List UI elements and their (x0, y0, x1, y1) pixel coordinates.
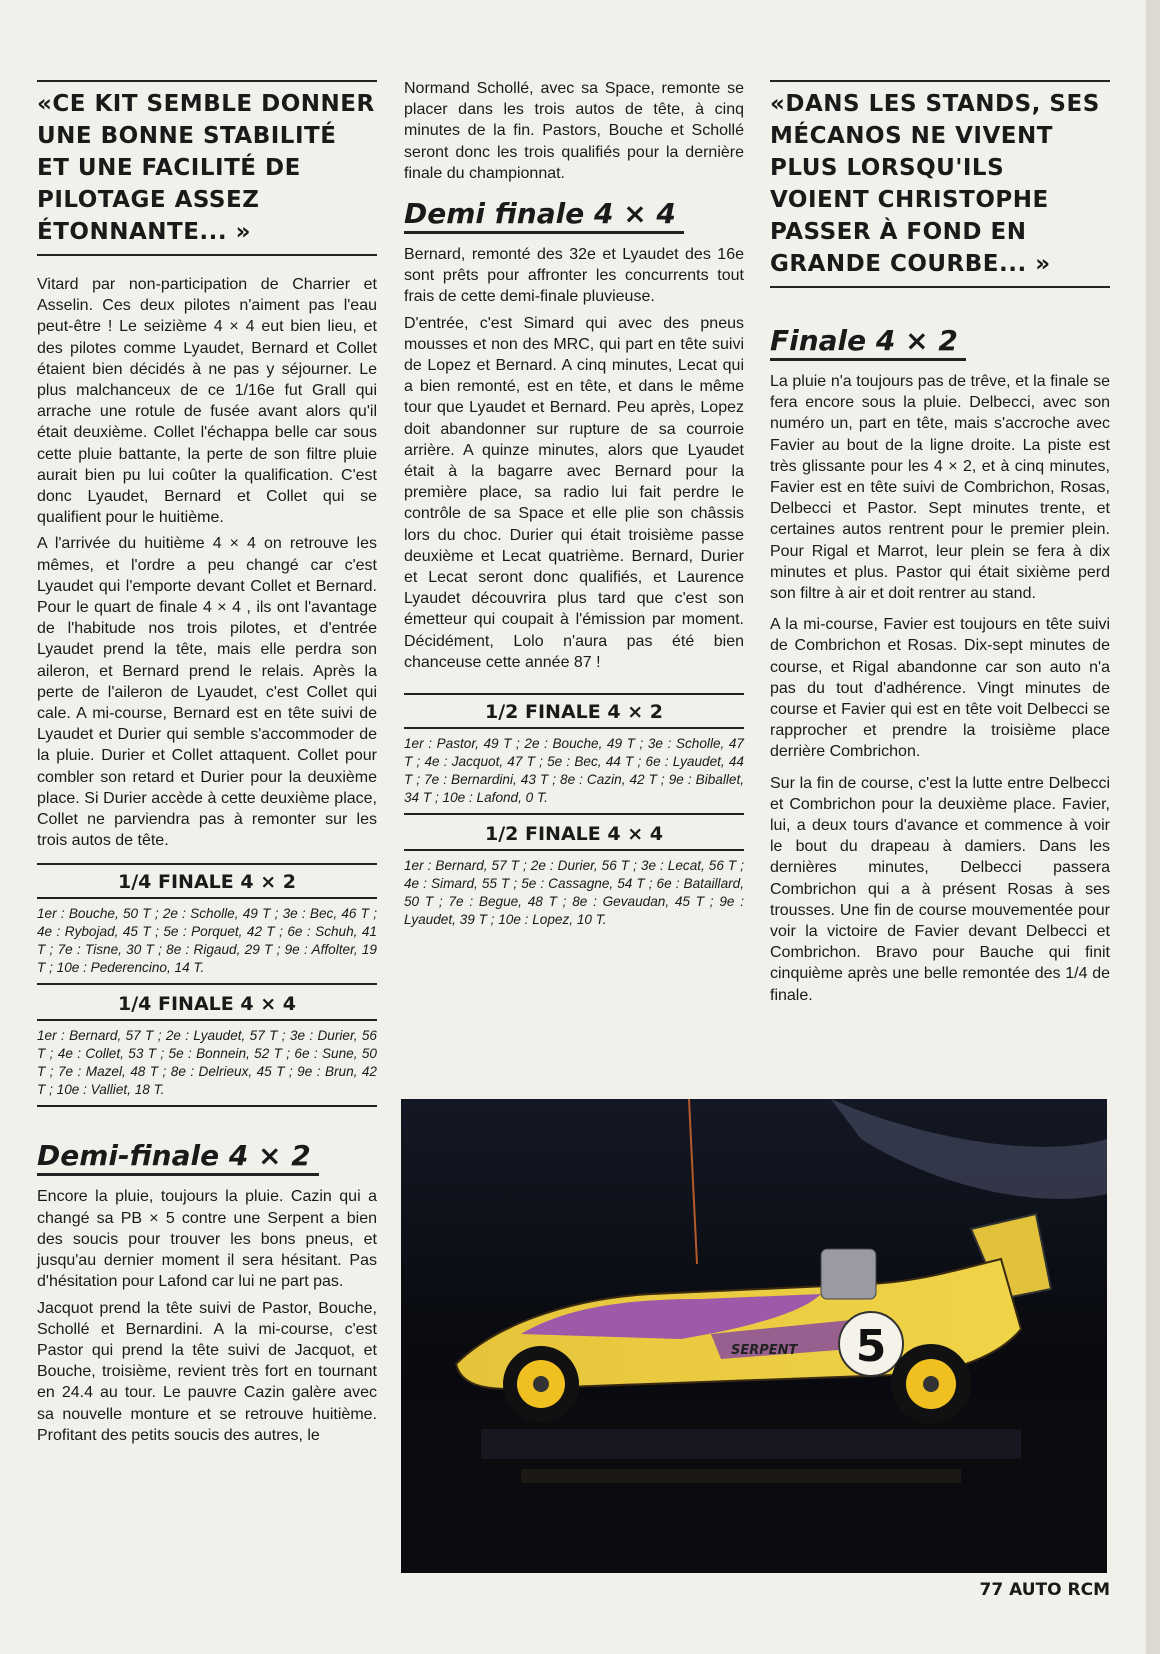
pull-quote-2: «DANS LES STANDS, SES MÉCANOS NE VIVENT PLUS LORSQU'ILS VOIENT CHRISTOPHE PASSER À FOND EN GRANDE COURBE... » (770, 80, 1110, 288)
results-title-quarter-4x2: 1/4 FINALE 4 × 2 (37, 863, 377, 899)
paragraph: Vitard par non-participation de Charrier et Asselin. Ces deux pilotes n'aiment pas l'eau peut-être ! Le seizième 4 × 4 eut bien lieu, et des pilotes comme Lyaudet, Bernard et Collet étaient bien décidés à ne pas y séjourner. Le plus malchanceux de ce 1/16e fut Grall qui arrache une rotule de fusée avant alors qu'il était deuxième. Collet l'échappa belle car sous cette pluie battante, la perte de son filtre pluie aurait bien pu lui coûter la qualification. C'est donc Lyaudet, Bernard et Collet qui se qualifient pour le huitième. (37, 276, 377, 527)
rc-car-photo (401, 1099, 1107, 1573)
paragraph: Jacquot prend la tête suivi de Pastor, Bouche, Schollé et Bernardini. A la mi-course, c'est Pastor qui prend la tête suivi de Jacquot, et Bouche, troisième, revient très fort en tournant en 24.4 au tour. Le pauvre Cazin galère avec sa nouvelle monture et se retrouve huitième. Profitant des petits soucis des autres, le (37, 1299, 377, 1444)
results-quarter-4x4: 1er : Bernard, 57 T ; 2e : Lyaudet, 57 T ; 3e : Durier, 56 T ; 4e : Collet, 53 T ; 5e : Bonnein, 52 T ; 6e : Sune, 50 T ; 7e : Mazel, 48 T ; 8e : Delrieux, 45 T ; 9e : Brun, 42 T ; 10e : Valliet, 18 T. (37, 1021, 377, 1107)
column-3 (770, 80, 1110, 1011)
results-semi-4x2: 1er : Pastor, 49 T ; 2e : Bouche, 49 T ; 3e : Scholle, 47 T ; 4e : Jacquot, 47 T ; 5e : Bec, 44 T ; 6e : Lyaudet, 44 T ; 7e : Bernardini, 43 T ; 8e : Cazin, 42 T ; 9e : Biballet, 34 T ; 10e : Lafond, 0 T. (404, 729, 744, 815)
paragraph: Encore la pluie, toujours la pluie. Cazin qui a changé sa PB × 5 contre une Serpent a bien des soucis pour trouver les bons pneus, et jusqu'au dernier moment il sera hésitant. Pas d'hésitation pour Lafond car lui ne part pas. (37, 1188, 377, 1291)
column-2 (404, 78, 744, 935)
section-heading-semi-final-4x4: Demi finale 4 × 4 (404, 197, 684, 234)
page-edge (1146, 0, 1160, 1654)
magazine-name: AUTO RCM (1009, 1580, 1110, 1600)
results-title-semi-4x2: 1/2 FINALE 4 × 2 (404, 693, 744, 729)
paragraph: La pluie n'a toujours pas de trêve, et la finale se fera encore sous la pluie. Delbecci, avec son numéro un, part en tête, mais s'accroche avec Favier au bout de la ligne droite. La piste est très glissante pour les 4 × 2, et à cinq minutes, Favier est en tête suivi de Combrichon, Rosas, Delbecci et Pastor. Sept minutes trente, et certaines autos rentrent pour le premier plein. Pour Rigal et Marrot, leur plein se fera à dix minutes et plus. Pastor qui était sixième perd son filtre à air et doit rentrer au stand. (770, 373, 1110, 603)
paragraph: Bernard, remonté des 32e et Lyaudet des 16e sont prêts pour affronter les concurrents tout frais de cette demi-finale pluvieuse. (404, 246, 744, 306)
paragraph: A la mi-course, Favier est toujours en tête suivi de Combrichon et Rosas. Dix-sept minutes de course, et Rigal abandonne car son auto n'a pas du tout d'adhérence. Vingt minutes de course et Favier qui est en tête voit Delbecci se rapprocher et prendre la troisième place derrière Combrichon. (770, 616, 1110, 761)
pull-quote-1: «CE KIT SEMBLE DONNER UNE BONNE STABILITÉ ET UNE FACILITÉ DE PILOTAGE ASSEZ ÉTONNANTE... » (37, 80, 377, 256)
section-heading-semi-final-4x2: Demi-finale 4 × 2 (37, 1139, 319, 1176)
paragraph: D'entrée, c'est Simard qui avec des pneus mousses et non des MRC, qui part en tête suivi de Lopez et Bernard. A cinq minutes, Lecat qui a bien remonté, est en tête, et dans le même tour que Lyaudet et Bernard. Peu après, Lopez doit abandonner sur rupture de sa courroie arrière. A quinze minutes, alors que Lyaudet était à la bagarre avec Bernard pour la première place, sa radio lui fait perdre le contrôle de sa Space et elle plie son châssis lors du choc. Durier qui était troisième passe deuxième et Lecat quatrième. Bernard, Durier et Lecat seront donc qualifiés, et Laurence Lyaudet découvrira plus tard que c'est son émetteur qui coupait à l'émission par moment. Décidément, Lolo n'aura pas été bien chanceuse cette année 87 ! (404, 314, 744, 671)
results-title-quarter-4x4: 1/4 FINALE 4 × 4 (37, 987, 377, 1021)
column-1 (37, 80, 377, 1451)
paragraph: Normand Schollé, avec sa Space, remonte se placer dans les trois autos de tête, à cinq minutes de la fin. Pastors, Bouche et Schollé seront donc les trois qualifiés pour la dernière finale du championnat. (404, 80, 744, 182)
section-heading-final-4x2: Finale 4 × 2 (770, 324, 966, 361)
paragraph: A l'arrivée du huitième 4 × 4 on retrouve les mêmes, et l'ordre a peu changé car c'est Lyaudet qui l'emporte devant Collet et Bernard. Pour le quart de finale 4 × 4 , ils ont l'avantage de l'habitude nos trois pilotes, et d'entrée Lyaudet prend la tête, mais elle perdra son aileron, et Bernard prend le relais. Après la perte de l'aileron de Lyaudet, c'est Collet qui cale. A mi-course, Bernard est en tête suivi de Lyaudet et Durier qui semble s'accommoder de la pluie. Durier et Collet attaquent. Collet pour combler son retard et Durier pour la deuxième place. Si Durier accède à cette deuxième place, Collet ne parviendra pas à remonter sur les trois autos de tête. (37, 535, 377, 850)
paragraph: Sur la fin de course, c'est la lutte entre Delbecci et Combrichon pour la deuxième place. Favier, lui, a deux tours d'avance et commence à voir le bout du drapeau à damiers. Dans les dernières minutes, Delbecci passera Combrichon qui a à présent Rosas à ses trousses. Une fin de course mouvementée pour voir la victoire de Favier devant Delbecci et Combrichon. Bravo pour Bauche qui finit cinquième après une belle remontée des 1/4 de finale. (770, 774, 1110, 1004)
results-semi-4x4: 1er : Bernard, 57 T ; 2e : Durier, 56 T ; 3e : Lecat, 56 T ; 4e : Simard, 55 T ; 5e : Cassagne, 54 T ; 6e : Bataillard, 50 T ; 7e : Begue, 48 T ; 8e : Gevaudan, 45 T ; 9e : Lyaudet, 39 T ; 10e : Lopez, 10 T. (404, 858, 744, 928)
results-quarter-4x2: 1er : Bouche, 50 T ; 2e : Scholle, 49 T ; 3e : Bec, 46 T ; 4e : Rybojad, 45 T ; 5e : Porquet, 42 T ; 6e : Schuh, 41 T ; 7e : Tisne, 30 T ; 8e : Rigaud, 29 T ; 9e : Affolter, 19 T ; 10e : Pederencino, 14 T. (37, 899, 377, 985)
results-title-semi-4x4: 1/2 FINALE 4 × 4 (404, 817, 744, 851)
car-number: 5 (855, 1321, 887, 1372)
page-footer (980, 1580, 1110, 1600)
sponsor-label: SERPENT (731, 1343, 798, 1358)
page-number: 77 (979, 1580, 1004, 1600)
